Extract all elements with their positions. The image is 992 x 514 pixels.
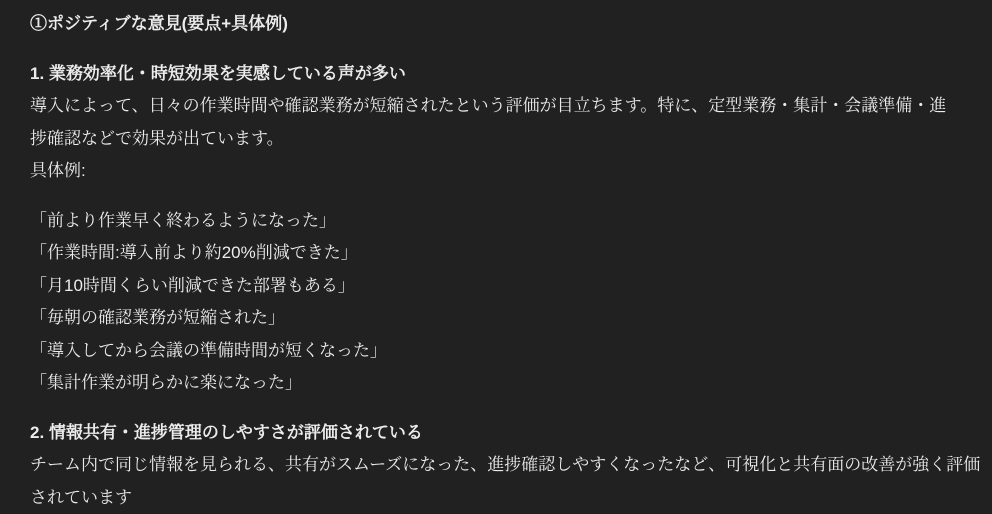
section-1 (30, 58, 978, 188)
section-2-body-line: されています (30, 482, 978, 514)
section-1-heading: 1. 業務効率化・時短効果を実感している声が多い (30, 58, 978, 91)
quote-line: 「月10時間くらい削減できた部署もある」 (30, 270, 978, 303)
section-1-quotes (30, 205, 978, 400)
quote-line: 「前より作業早く終わるようになった」 (30, 205, 978, 238)
section-2-heading: 2. 情報共有・進捗管理のしやすさが評価されている (30, 417, 978, 450)
quote-line: 「毎朝の確認業務が短縮された」 (30, 302, 978, 335)
title-text: ①ポジティブな意見(要点+具体例) (30, 8, 978, 41)
section-1-body-line: 導入によって、日々の作業時間や確認業務が短縮されたという評価が目立ちます。特に、定型業務・集計・会議準備・進 (30, 90, 978, 123)
section-1-body-line: 具体例: (30, 155, 978, 188)
message-title (30, 8, 978, 41)
quote-line: 「導入してから会議の準備時間が短くなった」 (30, 335, 978, 368)
quote-line: 「集計作業が明らかに楽になった」 (30, 367, 978, 400)
section-2 (30, 417, 978, 514)
section-1-body-line: 捗確認などで効果が出ています。 (30, 123, 978, 156)
quote-line: 「作業時間:導入前より約20%削減できた」 (30, 237, 978, 270)
section-2-body-line: チーム内で同じ情報を見られる、共有がスムーズになった、進捗確認しやすくなったなど、可視化と共有面の改善が強く評価 (30, 449, 978, 482)
